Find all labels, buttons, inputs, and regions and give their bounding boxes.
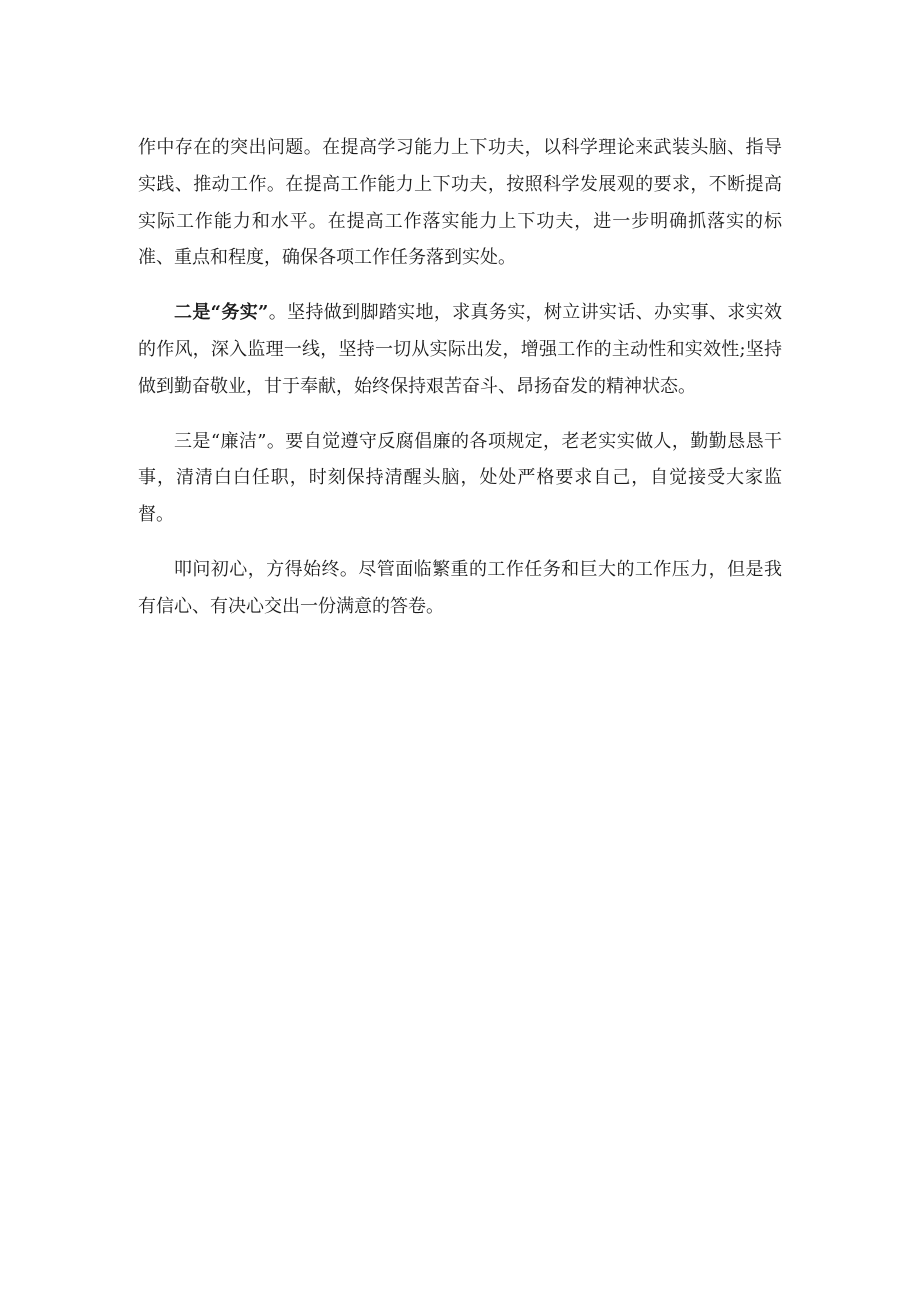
document-body [138, 130, 782, 626]
paragraph-integrity: 三是“廉洁”。要自觉遵守反腐倡廉的各项规定，老老实实做人，勤勤恳恳干事，清清白白任职，时刻保持清醒头脑，处处严格要求自己，自觉接受大家监督。 [138, 430, 782, 526]
paragraph-body: 。坚持做到脚踏实地，求真务实，树立讲实话、办实事、求实效的作风，深入监理一线，坚持一切从实际出发，增强工作的主动性和实效性;坚持做到勤奋敬业，甘于奉献，始终保持艰苦奋斗、昂扬奋发的精神状态。 [138, 302, 782, 397]
paragraph-lead-bold: 二是“务实” [174, 302, 269, 324]
paragraph-continuation: 作中存在的突出问题。在提高学习能力上下功夫，以科学理论来武装头脑、指导实践、推动工作。在提高工作能力上下功夫，按照科学发展观的要求，不断提高实际工作能力和水平。在提高工作落实能力上下功夫，进一步明确抓落实的标准、重点和程度，确保各项工作任务落到实处。 [138, 137, 782, 269]
paragraph-conclusion: 叩问初心，方得始终。尽管面临繁重的工作任务和巨大的工作压力，但是我有信心、有决心交出一份满意的答卷。 [138, 558, 782, 617]
paragraph-pragmatic [138, 295, 782, 405]
